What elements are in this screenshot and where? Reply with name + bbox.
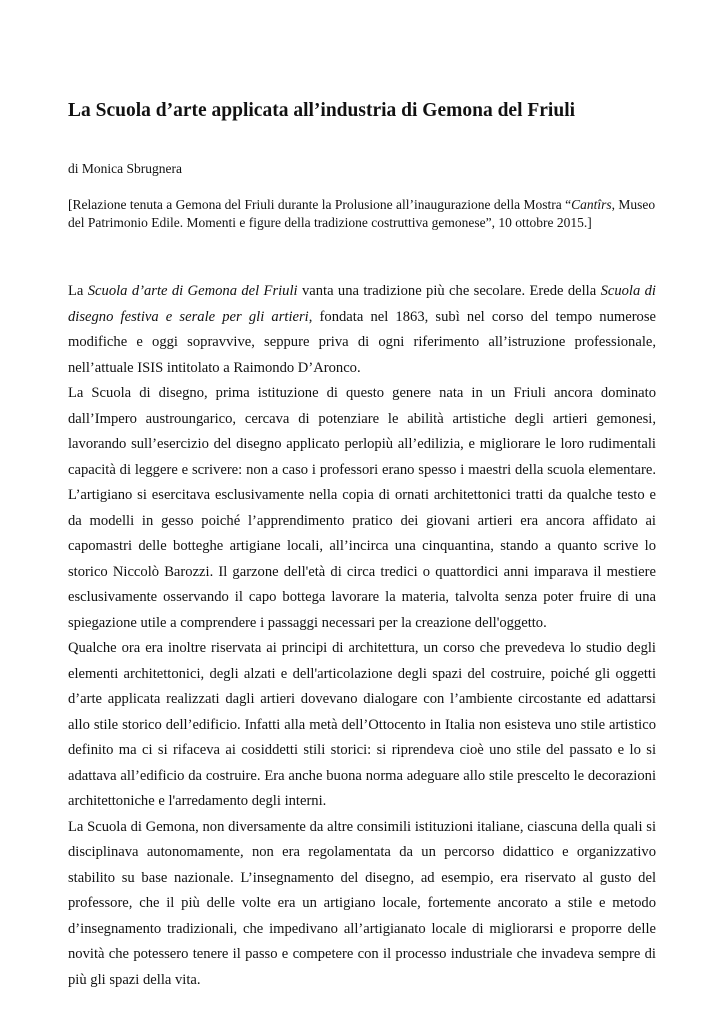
author-line: di Monica Sbrugnera [68, 161, 182, 176]
p1-text-3: , fondata nel 1863, subì nel corso del tempo numerose modifiche e oggi sopravvive, seppure priva di ogni riferimento all’istruzione professionale, nell’attuale ISIS intitolato a Raimondo D’Aronco. [68, 308, 657, 376]
note-emphasis: Cantîrs [571, 197, 612, 212]
p1-text-1: La [68, 283, 88, 299]
body-text [68, 279, 656, 993]
paragraph-2: La Scuola di disegno, prima istituzione di questo genere nata in un Friuli ancora dominato dall’Impero austroungarico, cercava di potenziare le abilità artistiche degli artieri gemonesi, lavorando sull’esercizio del disegno applicato perlopiù all’edilizia, e migliorare le loro rudimentali capacità di leggere e scrivere: non a caso i professori erano spesso i maestri della scuola elementare. L’artigiano si esercitava esclusivamente nella copia di ornati architettonici tratti da qualche testo e da modelli in gesso poiché l’apprendimento pratico dei giovani artieri era ancora affidato ai capomastri delle botteghe artigiane locali, all’incirca una cinquantina, stando a quanto scrive lo storico Niccolò Barozzi. Il garzone dell'età di circa tredici o quattordici anni imparava il mestiere esclusivamente osservando il capo bottega lavorare la materia, talvolta senza poter fruire di una spiegazione utile a comprendere i passaggi necessari per la creazione dell'oggetto. [68, 385, 656, 631]
conference-note [68, 196, 656, 231]
note-text-end: , Museo del Patrimonio Edile. Momenti e figure della tradizione costruttiva gemonese”, 10 ottobre 2015.] [68, 197, 656, 230]
paragraph-3: Qualche ora era inoltre riservata ai principi di architettura, un corso che prevedeva lo studio degli elementi architettonici, degli alzati e dell'articolazione degli spazi del costruire, poiché gli oggetti d’arte applicata realizzati dagli artieri dovevano dialogare con l’ambiente circostante ed adattarsi allo stile storico dell’edificio. Infatti alla metà dell’Ottocento in Italia non esisteva uno stile artistico definito ma ci si rifaceva ai cosiddetti stili storici: si riprendeva cioè uno stile del passato e lo si adattava all’edificio da costruire. Era anche buona norma adeguare allo stile prescelto le decorazioni architettoniche e l'arredamento degli interni. [68, 640, 656, 809]
note-text-start: [Relazione tenuta a Gemona del Friuli durante la Prolusione all’inaugurazione della Mostra “ [68, 197, 572, 212]
p1-emphasis-1: Scuola d’arte di Gemona del Friuli [87, 283, 298, 299]
paragraph-4: La Scuola di Gemona, non diversamente da altre consimili istituzioni italiane, ciascuna della quali si disciplinava autonomamente, non era regolamentata da un percorso didattico e organizzativo stabilito su base nazionale. L’insegnamento del disegno, ad esempio, era riservato al gusto del professore, che il più delle volte era un artigiano locale, fortemente ancorato a stile e metodo d’insegnamento tradizionali, che impedivano all’artigianato locale di migliorarsi e proporre delle novità che potessero tenere il passo e competere con il processo industriale che invadeva sempre di più gli spazi della vita. [68, 818, 656, 988]
paragraph-1 [68, 279, 656, 381]
p1-text-2: vanta una tradizione più che secolare. Erede della [297, 283, 601, 299]
document-title: La Scuola d’arte applicata all’industria di Gemona del Friuli [68, 100, 576, 121]
p1-emphasis-2: Scuola di disegno festiva e serale per gli artieri [68, 283, 656, 325]
